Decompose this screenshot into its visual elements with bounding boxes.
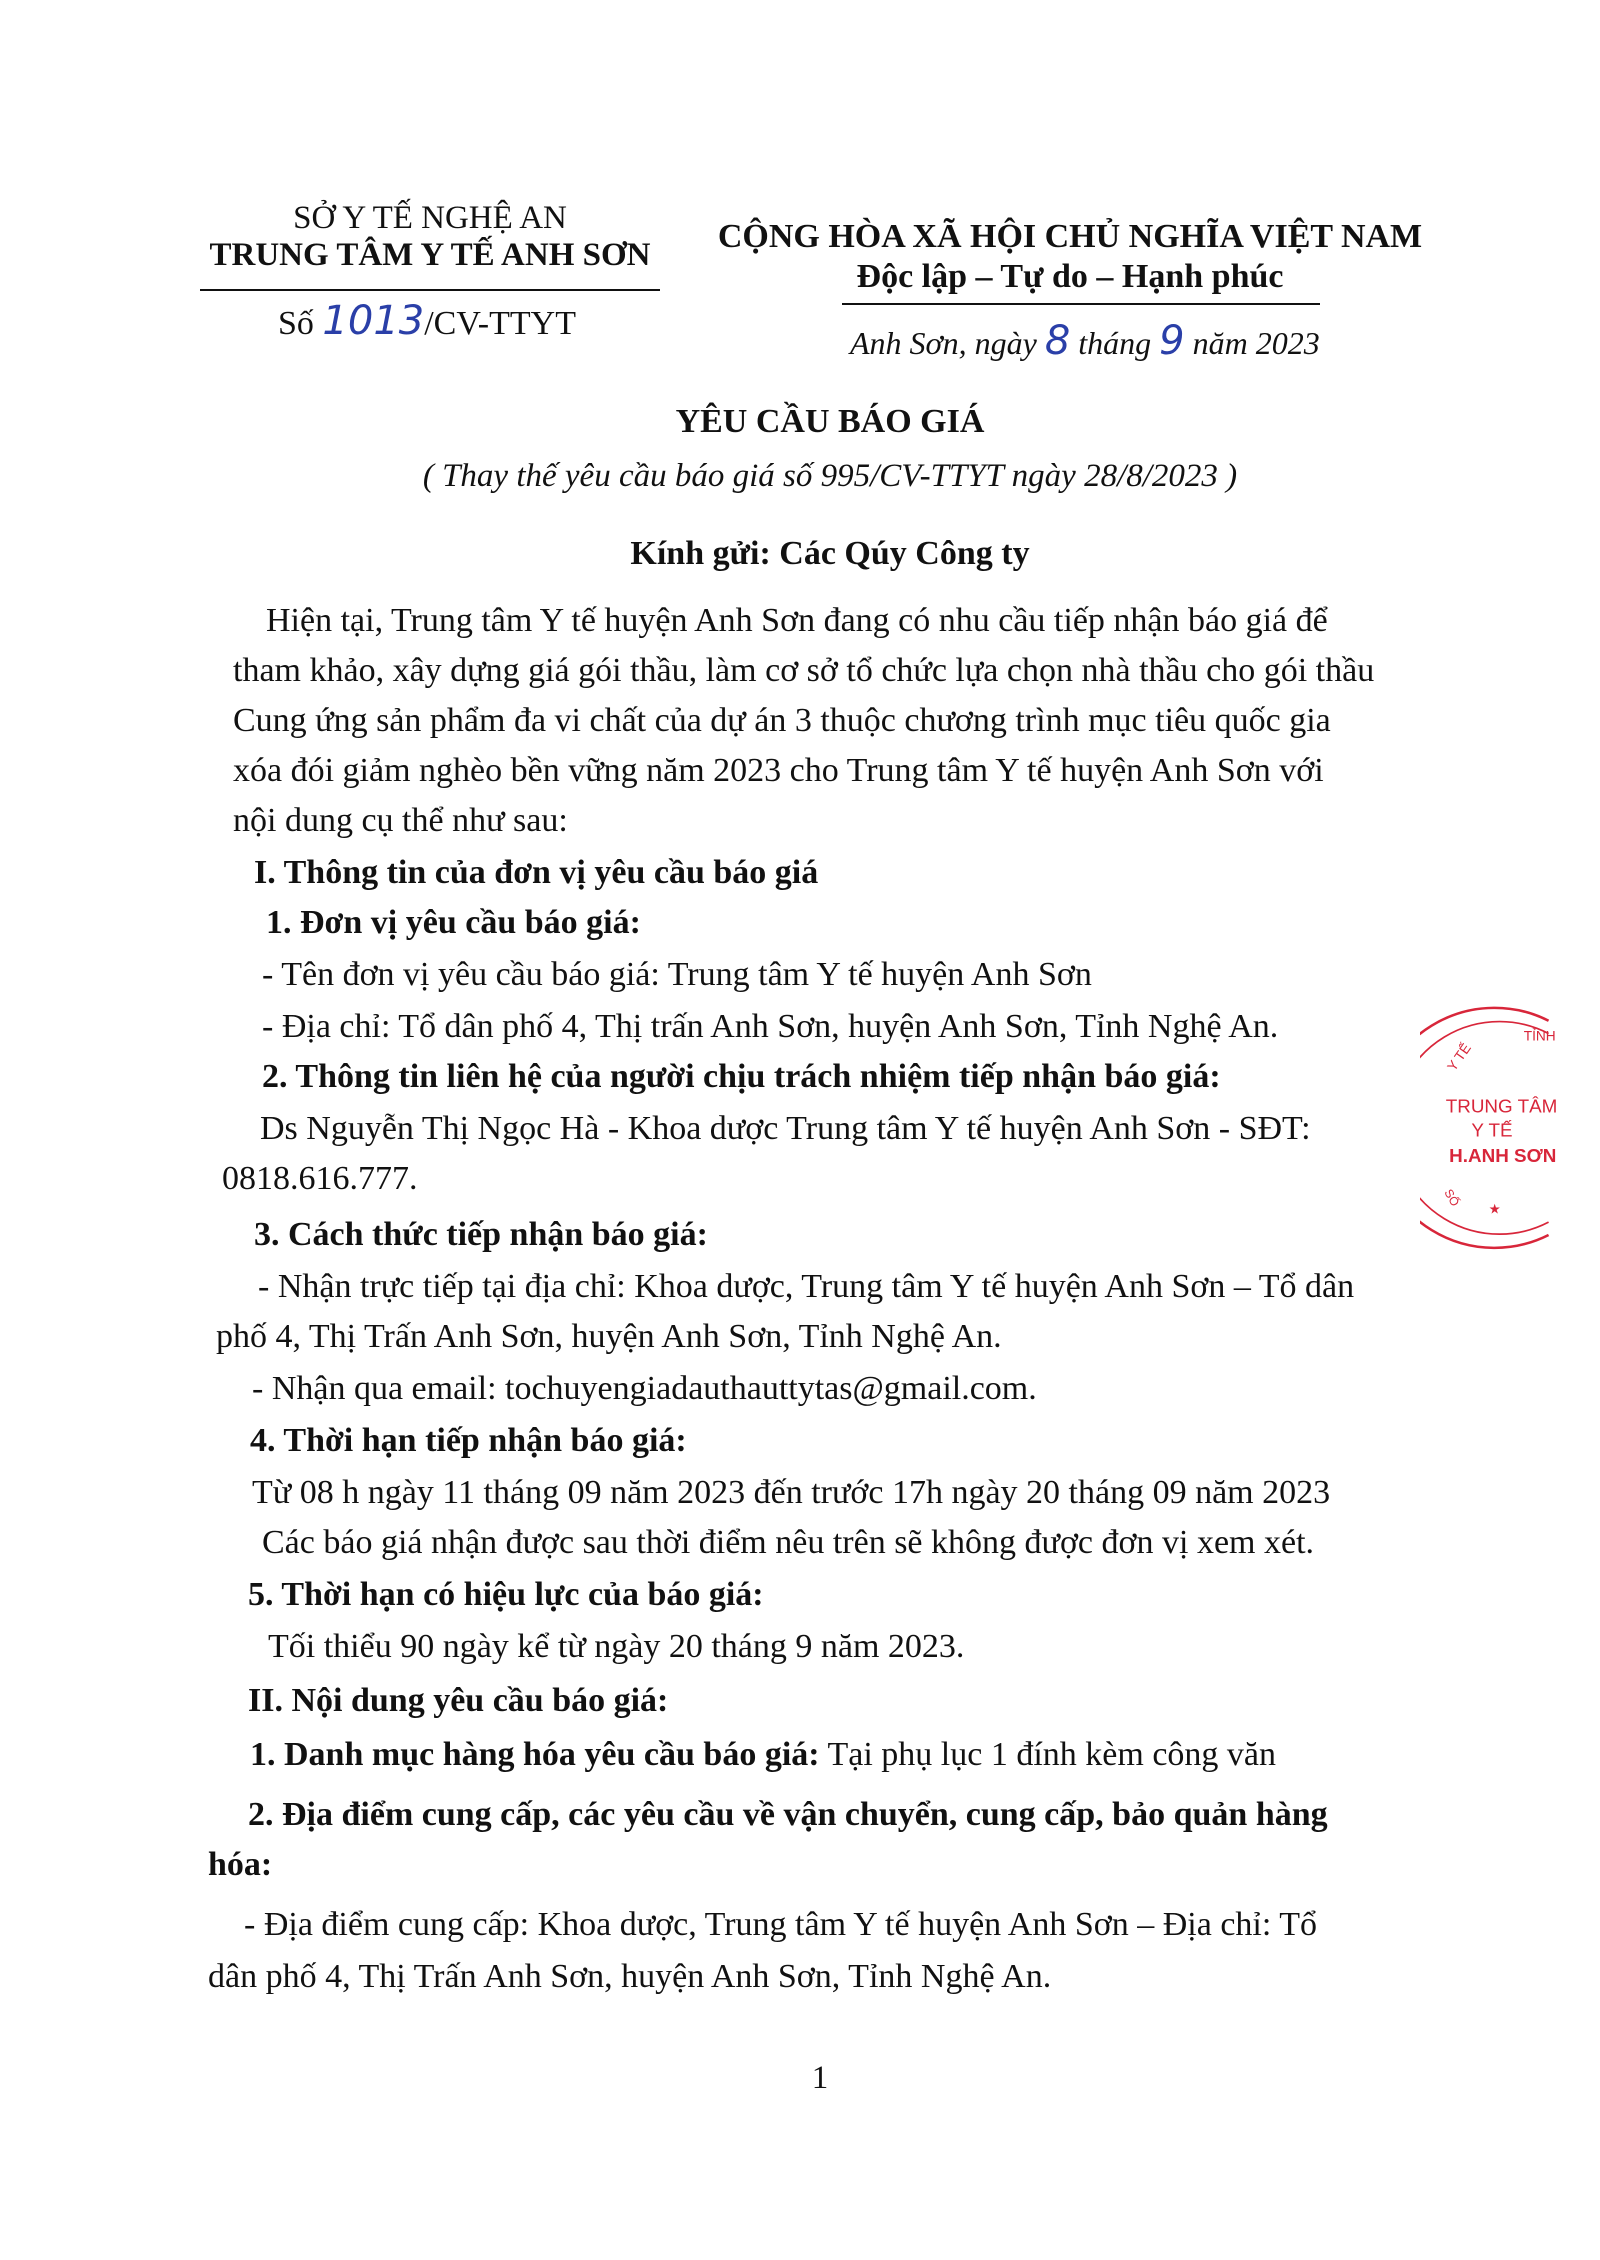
red-seal-stamp	[1420, 995, 1600, 1295]
date-prefix: Anh Sơn, ngày	[850, 325, 1045, 361]
intro-line: xóa đói giảm nghèo bền vững năm 2023 cho Trung tâm Y tế huyện Anh Sơn với	[233, 752, 1324, 789]
date-year: năm 2023	[1184, 325, 1320, 361]
national-motto: Độc lập – Tự do – Hạnh phúc	[856, 258, 1284, 295]
stamp-bottom-mark: SỐ	[1441, 1186, 1463, 1209]
motto-underline	[842, 303, 1320, 305]
center-name: TRUNG TÂM Y TẾ ANH SƠN	[209, 237, 651, 273]
department-name: SỞ Y TẾ NGHỆ AN	[293, 200, 567, 236]
issuing-authority	[180, 200, 680, 274]
stamp-line3: H.ANH SƠN	[1449, 1145, 1557, 1167]
doc-number-handwritten: 1013	[322, 298, 425, 344]
contact-phone: 0818.616.777.	[222, 1160, 418, 1197]
date-month-handwritten: 9	[1159, 318, 1185, 364]
page-number: 1	[811, 2060, 829, 2096]
stamp-arc-text: Y TẾ	[1444, 1040, 1474, 1074]
subsection-heading: 2. Địa điểm cung cấp, các yêu cầu về vận chuyển, cung cấp, bảo quản hàng	[248, 1796, 1328, 1833]
intro-line: Cung ứng sản phẩm đa vi chất của dự án 3 thuộc chương trình mục tiêu quốc gia	[233, 702, 1331, 739]
center-underline	[200, 289, 660, 291]
goods-list-label: 1. Danh mục hàng hóa yêu cầu báo giá:	[250, 1736, 820, 1773]
intro-line: nội dung cụ thể như sau:	[233, 802, 568, 839]
receive-direct-line: - Nhận trực tiếp tại địa chỉ: Khoa dược, Trung tâm Y tế huyện Anh Sơn – Tổ dân	[258, 1268, 1355, 1305]
receive-email-line: - Nhận qua email: tochuyengiadauthauttytas@gmail.com.	[252, 1370, 1037, 1407]
subsection-heading: 1. Đơn vị yêu cầu báo giá:	[266, 904, 641, 941]
date-line	[850, 318, 1320, 364]
stamp-star-icon: ★	[1488, 1201, 1501, 1217]
salutation: Kính gửi: Các Qúy Công ty	[630, 535, 1030, 572]
document-subtitle: ( Thay thế yêu cầu báo giá số 995/CV-TTYT ngày 28/8/2023 )	[422, 458, 1238, 494]
document-title: YÊU CẦU BÁO GIÁ	[675, 403, 985, 440]
nation-name: CỘNG HÒA XÃ HỘI CHỦ NGHĨA VIỆT NAM	[717, 218, 1423, 255]
goods-list-value: Tại phụ lục 1 đính kèm công văn	[819, 1736, 1277, 1773]
subsection-heading: 5. Thời hạn có hiệu lực của báo giá:	[248, 1576, 764, 1613]
date-month-label: tháng	[1070, 325, 1160, 361]
date-day-handwritten: 8	[1044, 318, 1071, 364]
deadline-note: Các báo giá nhận được sau thời điểm nêu trên sẽ không được đơn vị xem xét.	[262, 1524, 1315, 1561]
unit-address-line: - Địa chỉ: Tổ dân phố 4, Thị trấn Anh Sơn, huyện Anh Sơn, Tỉnh Nghệ An.	[262, 1008, 1279, 1045]
contact-line: Ds Nguyễn Thị Ngọc Hà - Khoa dược Trung tâm Y tế huyện Anh Sơn - SĐT:	[260, 1110, 1311, 1147]
validity-line: Tối thiểu 90 ngày kể từ ngày 20 tháng 9 năm 2023.	[268, 1628, 965, 1665]
document-number	[278, 298, 576, 344]
stamp-top-text: TỈNH	[1523, 1028, 1556, 1044]
subsection-heading: 4. Thời hạn tiếp nhận báo giá:	[250, 1422, 687, 1459]
national-header	[700, 218, 1440, 296]
subsection-heading-cont: hóa:	[208, 1846, 273, 1883]
deadline-line: Từ 08 h ngày 11 tháng 09 năm 2023 đến trước 17h ngày 20 tháng 09 năm 2023	[252, 1474, 1331, 1511]
unit-name-line: - Tên đơn vị yêu cầu báo giá: Trung tâm Y tế huyện Anh Sơn	[262, 956, 1092, 993]
goods-list-line	[250, 1736, 1276, 1774]
receive-direct-line: phố 4, Thị Trấn Anh Sơn, huyện Anh Sơn, Tỉnh Nghệ An.	[216, 1318, 1002, 1355]
doc-number-suffix: /CV-TTYT	[424, 305, 576, 342]
doc-number-prefix: Số	[278, 305, 323, 342]
stamp-line2: Y TẾ	[1471, 1119, 1513, 1141]
section-heading: II. Nội dung yêu cầu báo giá:	[248, 1682, 669, 1719]
stamp-line1: TRUNG TÂM	[1445, 1095, 1558, 1117]
section-heading: I. Thông tin của đơn vị yêu cầu báo giá	[254, 854, 819, 891]
delivery-location-line: - Địa điểm cung cấp: Khoa dược, Trung tâm Y tế huyện Anh Sơn – Địa chỉ: Tổ	[244, 1906, 1317, 1943]
delivery-location-line: dân phố 4, Thị Trấn Anh Sơn, huyện Anh Sơn, Tỉnh Nghệ An.	[208, 1958, 1052, 1995]
subsection-heading: 2. Thông tin liên hệ của người chịu trách nhiệm tiếp nhận báo giá:	[262, 1058, 1221, 1095]
intro-line: Hiện tại, Trung tâm Y tế huyện Anh Sơn đang có nhu cầu tiếp nhận báo giá để	[266, 602, 1328, 639]
subsection-heading: 3. Cách thức tiếp nhận báo giá:	[254, 1216, 708, 1253]
intro-line: tham khảo, xây dựng giá gói thầu, làm cơ sở tổ chức lựa chọn nhà thầu cho gói thầu	[233, 652, 1375, 689]
